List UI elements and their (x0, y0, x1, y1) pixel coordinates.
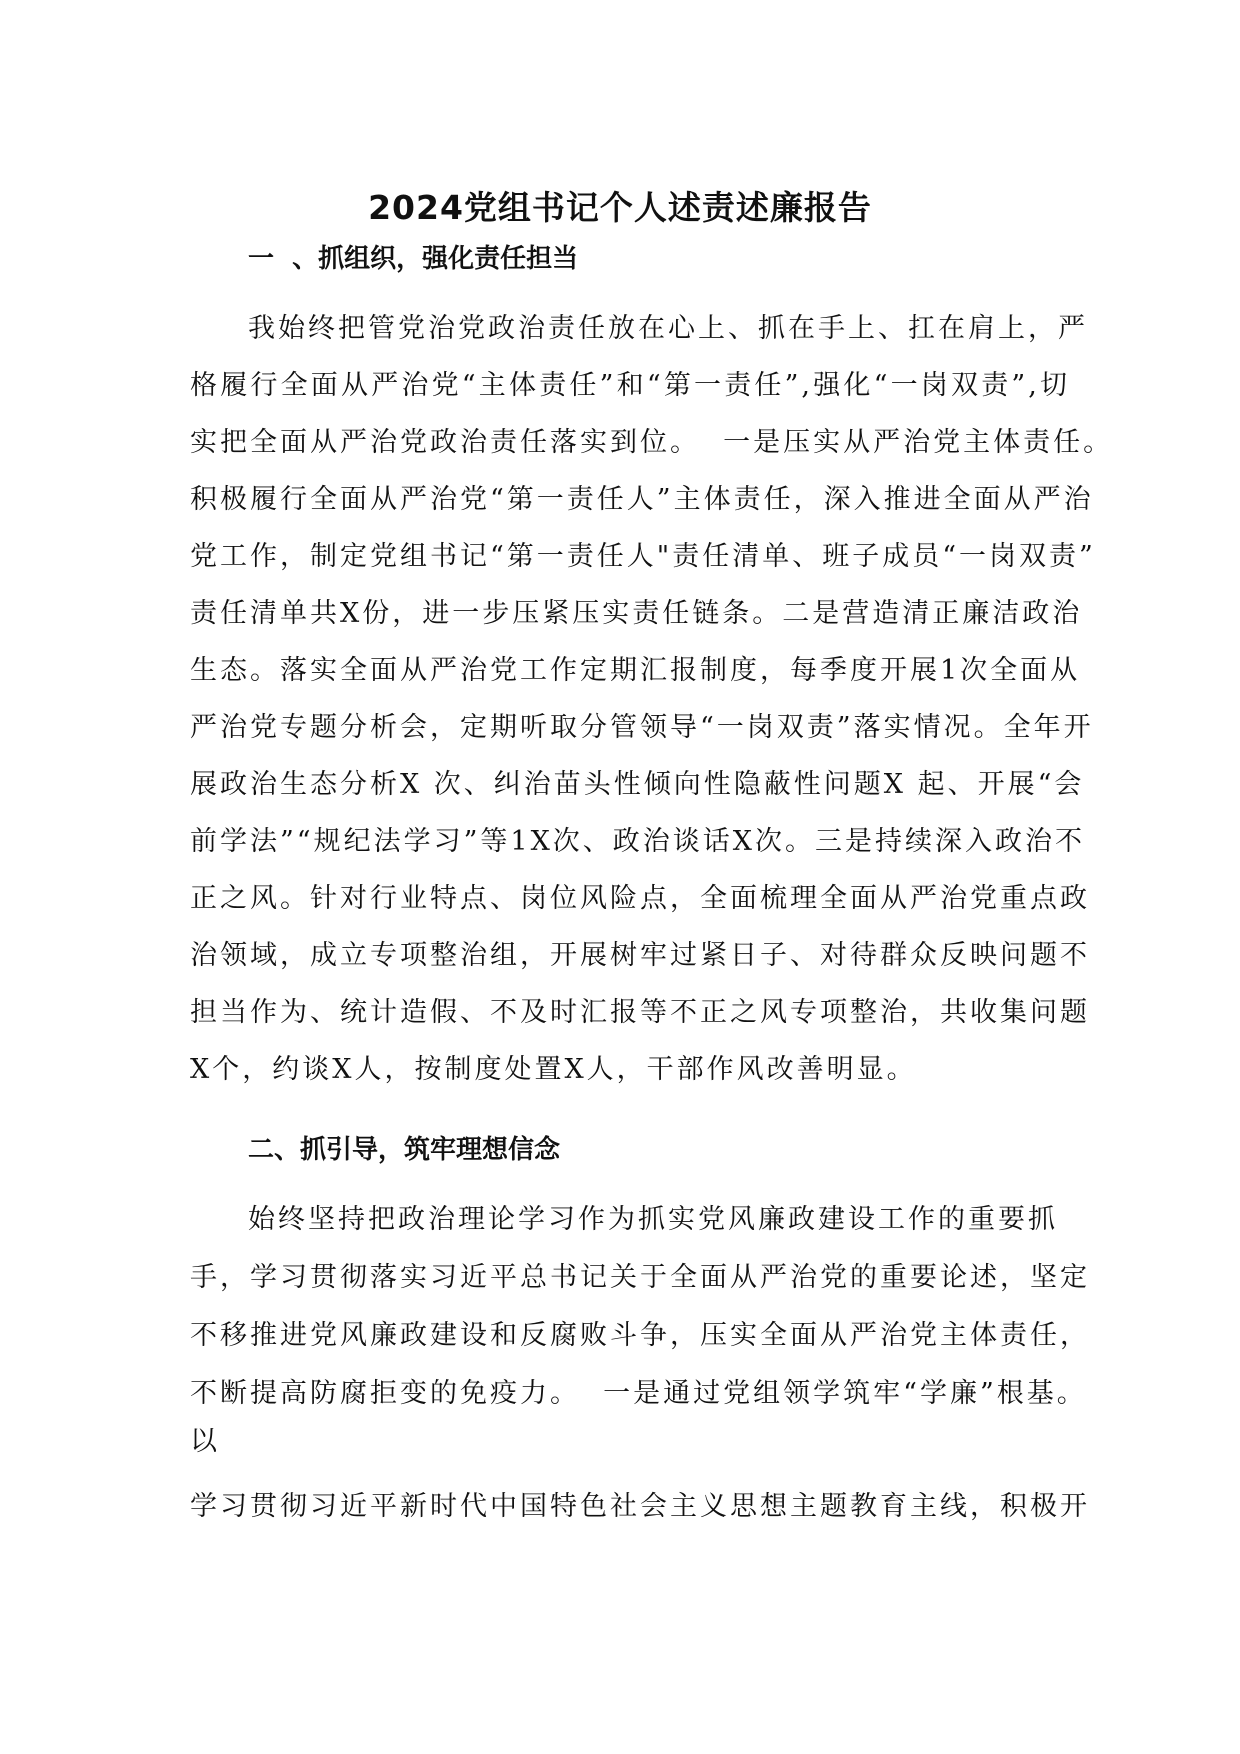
paragraph-line: 责任清单共X份，进一步压紧压实责任链条。二是营造清正廉洁政治 (190, 598, 1083, 629)
paragraph-line: 始终坚持把政治理论学习作为抓实党风廉政建设工作的重要抓 (248, 1204, 1058, 1235)
paragraph-line: 严治党专题分析会，定期听取分管领导“一岗双责”落实情况。全年开 (190, 712, 1094, 743)
paragraph-line: 担当作为、统计造假、不及时汇报等不正之风专项整治，共收集问题 (190, 997, 1090, 1028)
paragraph-line: X个，约谈X人，按制度处置X人，干部作风改善明显。 (190, 1054, 917, 1085)
paragraph-line: 生态。落实全面从严治党工作定期汇报制度，每季度开展1次全面从 (190, 655, 1081, 686)
paragraph-line: 党工作，制定党组书记“第一责任人"责任清单、班子成员“一岗双责” (190, 541, 1096, 572)
paragraph-line: 前学法”“规纪法学习”等1X次、政治谈话X次。三是持续深入政治不 (190, 826, 1086, 857)
paragraph-line: 格履行全面从严治党“主体责任”和“第一责任”,强化“一岗双责”,切 (190, 370, 1070, 401)
paragraph-line: 实把全面从严治党政治责任落实到位。 一是压实从严治党主体责任。 (190, 427, 1114, 458)
paragraph-line: 正之风。针对行业特点、岗位风险点，全面梳理全面从严治党重点政 (190, 883, 1090, 914)
section-1-heading: 一 、抓组织，强化责任担当 (248, 244, 579, 274)
paragraph-line: 学习贯彻习近平新时代中国特色社会主义思想主题教育主线，积极开 (190, 1491, 1090, 1522)
paragraph-line: 治领域，成立专项整治组，开展树牢过紧日子、对待群众反映问题不 (190, 940, 1090, 971)
paragraph-line: 我始终把管党治党政治责任放在心上、抓在手上、扛在肩上，严 (248, 313, 1088, 344)
paragraph-line: 不断提高防腐拒变的免疫力。 一是通过党组领学筑牢“学廉”根基。 (190, 1378, 1087, 1409)
paragraph-line: 手，学习贯彻落实习近平总书记关于全面从严治党的重要论述，坚定 (190, 1262, 1090, 1293)
paragraph-line: 以 (190, 1426, 220, 1457)
paragraph-line: 不移推进党风廉政建设和反腐败斗争，压实全面从严治党主体责任， (190, 1320, 1090, 1351)
paragraph-line: 展政治生态分析X 次、纠治苗头性倾向性隐蔽性问题X 起、开展“会 (190, 769, 1085, 800)
paragraph-line: 积极履行全面从严治党“第一责任人”主体责任，深入推进全面从严治 (190, 484, 1094, 515)
document-title: 2024党组书记个人述责述廉报告 (368, 188, 872, 227)
section-2-heading: 二、抓引导，筑牢理想信念 (248, 1135, 561, 1165)
